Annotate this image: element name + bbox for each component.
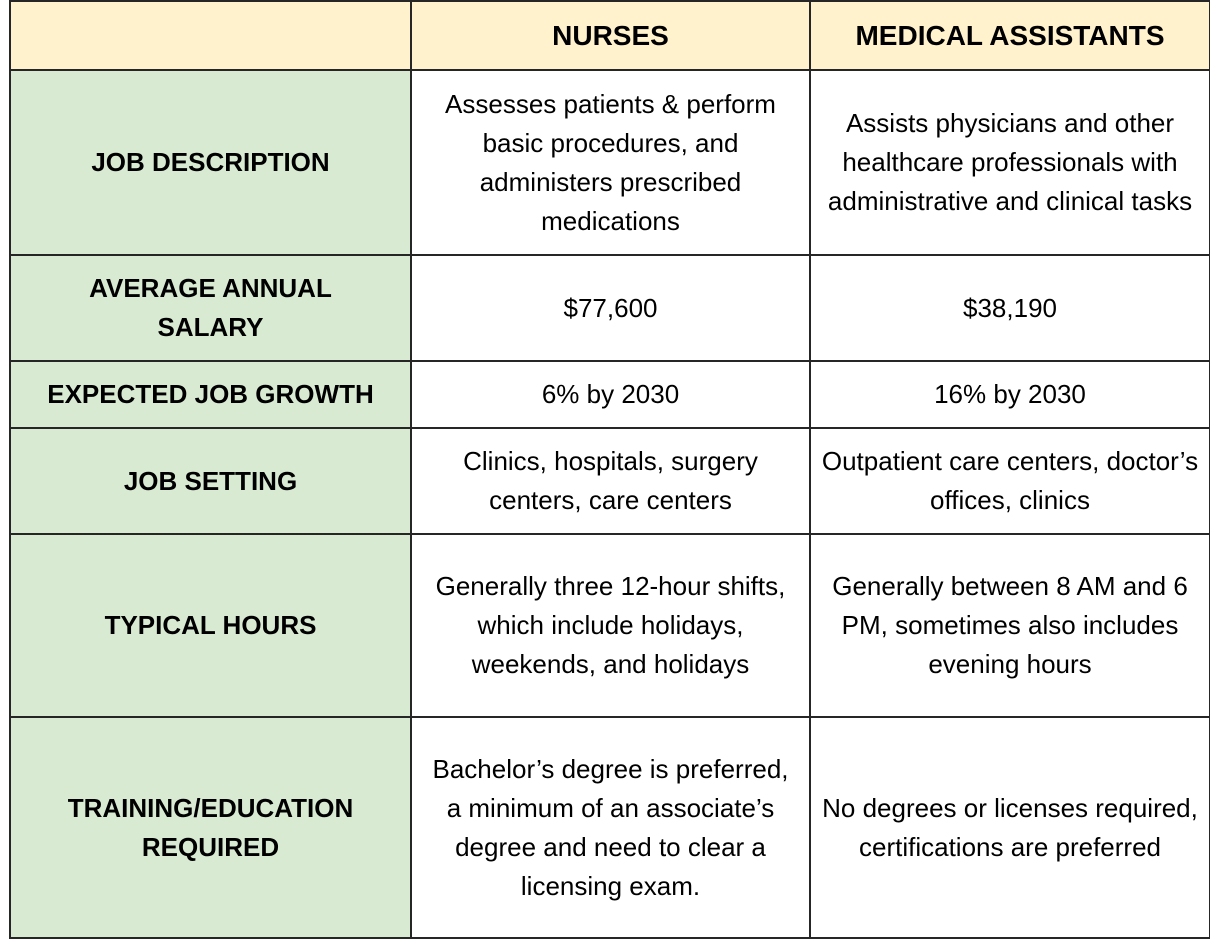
table-row [10,717,1210,938]
nurses-job-setting: Clinics, hospitals, surgery centers, care centers [411,428,810,534]
table-header [10,1,1210,70]
row-label-training-education: TRAINING/EDUCATION REQUIRED [10,717,411,938]
comparison-table [9,0,1210,939]
table-row [10,534,1210,717]
assistants-job-growth: 16% by 2030 [810,361,1210,428]
nurses-typical-hours: Generally three 12-hour shifts, which include holidays, weekends, and holidays [411,534,810,717]
table-row [10,255,1210,361]
row-label-job-setting: JOB SETTING [10,428,411,534]
nurses-salary: $77,600 [411,255,810,361]
table-row [10,428,1210,534]
assistants-typical-hours: Generally between 8 AM and 6 PM, sometimes also includes evening hours [810,534,1210,717]
header-medical-assistants: MEDICAL ASSISTANTS [810,1,1210,70]
assistants-job-description: Assists physicians and other healthcare professionals with administrative and clinical tasks [810,70,1210,255]
nurses-job-description: Assesses patients & perform basic procedures, and administers prescribed medications [411,70,810,255]
row-label-expected-job-growth: EXPECTED JOB GROWTH [10,361,411,428]
nurses-training-education: Bachelor’s degree is preferred, a minimum of an associate’s degree and need to clear a licensing exam. [411,717,810,938]
table-row [10,70,1210,255]
table-row [10,361,1210,428]
row-label-typical-hours: TYPICAL HOURS [10,534,411,717]
header-blank-cell [10,1,411,70]
row-label-job-description: JOB DESCRIPTION [10,70,411,255]
table-body [10,70,1210,938]
nurses-job-growth: 6% by 2030 [411,361,810,428]
header-row [10,1,1210,70]
row-label-average-annual-salary: AVERAGE ANNUAL SALARY [10,255,411,361]
assistants-job-setting: Outpatient care centers, doctor’s offices, clinics [810,428,1210,534]
assistants-salary: $38,190 [810,255,1210,361]
assistants-training-education: No degrees or licenses required, certifications are preferred [810,717,1210,938]
header-nurses: NURSES [411,1,810,70]
